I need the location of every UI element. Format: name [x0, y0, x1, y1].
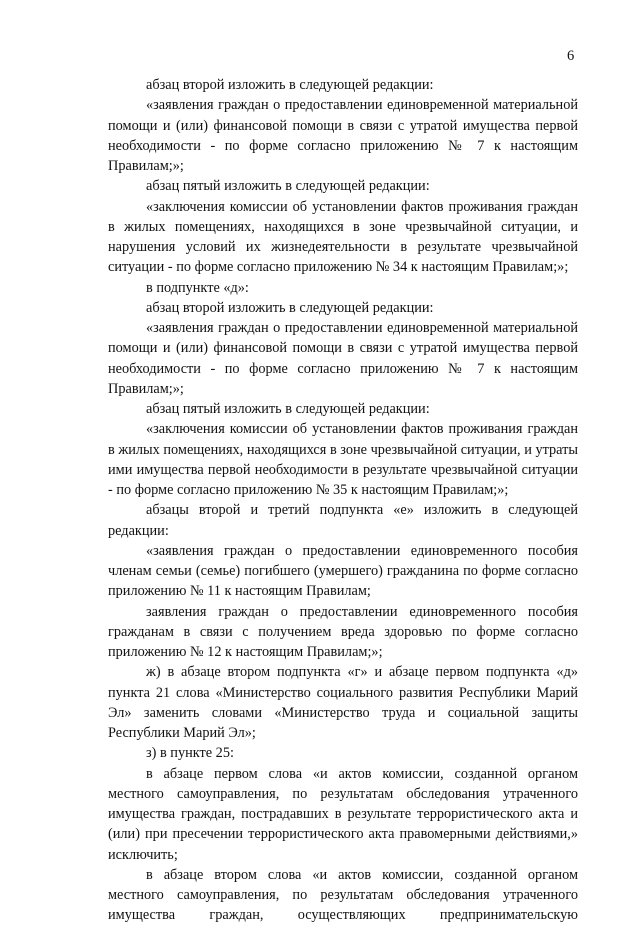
paragraph: абзац пятый изложить в следующей редакции: — [146, 401, 430, 417]
paragraph: ж) в абзаце втором подпункта «г» и абзаце первом подпункта «д» пункта 21 слова «Министерство социального развития Республики Марий Эл» заменить словами «Министерство труда и социальной защиты Республики Марий Эл»; — [108, 664, 578, 741]
paragraph: «заявления граждан о предоставлении единовременного пособия членам семьи (семье) погибшего (умершего) гражданина по форме согласно приложению № 11 к настоящим Правилам; — [108, 542, 578, 600]
paragraph: абзац второй изложить в следующей редакции: — [146, 77, 434, 93]
paragraph: абзац пятый изложить в следующей редакции: — [146, 178, 430, 195]
paragraph: в абзаце первом слова «и актов комиссии, созданной органом местного самоуправления, по результатам обследования утраченного имущества граждан, пострадавших в результате террористического акта и (или) при пресечении террористического акта правомерными действиями,» исключить; — [108, 765, 578, 863]
document-body — [108, 75, 578, 926]
paragraph: «заключения комиссии об установлении фактов проживания граждан в жилых помещениях, находящихся в зоне чрезвычайной ситуации, и нарушения условий их жизнедеятельности в результате чрезвычайной ситуации - по форме согласно приложению № 34 к настоящим Правилам;»; — [108, 198, 578, 276]
paragraph: заявления граждан о предоставлении единовременного пособия гражданам в связи с получением вреда здоровью по форме согласно приложению № 12 к настоящим Правилам;»; — [108, 603, 578, 660]
paragraph: «заключения комиссии об установлении фактов проживания граждан в жилых помещениях, находящихся в зоне чрезвычайной ситуации, и утраты ими имущества первой необходимости в результате чрезвычайной ситуации - по форме согласно приложению № 35 к настоящим Правилам;»; — [108, 421, 578, 498]
paragraph: абзац второй изложить в следующей редакции: — [146, 299, 434, 316]
paragraph: абзацы второй и третий подпункта «е» изложить в следующей редакции: — [108, 502, 578, 539]
paragraph: «заявления граждан о предоставлении единовременной материальной помощи и (или) финансовой помощи в связи с утратой имущества первой необходимости - по форме согласно приложению № 7 к настоящим Правилам;»; — [108, 320, 578, 397]
paragraph: з) в пункте 25: — [146, 745, 234, 762]
paragraph: «заявления граждан о предоставлении единовременной материальной помощи и (или) финансовой помощи в связи с утратой имущества первой необходимости - по форме согласно приложению № 7 к настоящим Правилам;»; — [108, 97, 578, 174]
paragraph: в подпункте «д»: — [146, 279, 249, 296]
paragraph: в абзаце втором слова «и актов комиссии, созданной органом местного самоуправления, по результатам обследования утраченного имущества граждан, осуществляющих предпринимательскую — [108, 866, 578, 924]
page-number: 6 — [567, 48, 575, 64]
